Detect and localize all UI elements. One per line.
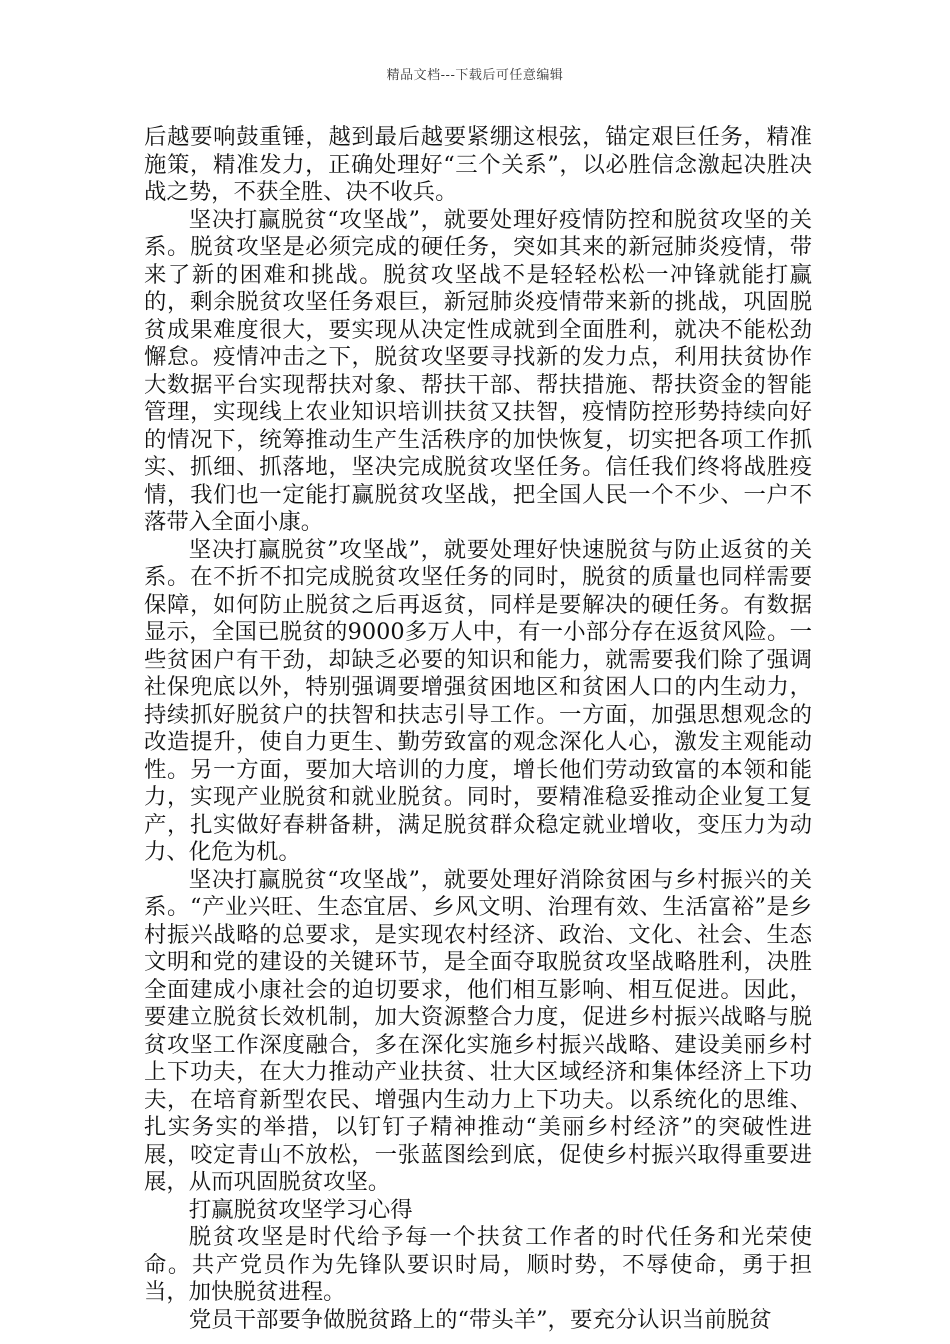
paragraph-epidemic-relation: 坚决打赢脱贫“攻坚战”，就要处理好疫情防控和脱贫攻坚的关系。脱贫攻坚是必须完成的硬任务，突如其来的新冠肺炎疫情，带来了新的困难和挑战。脱贫攻坚战不是轻轻松松一冲锋就能打赢的，剩余脱贫攻坚任务艰巨，新冠肺炎疫情带来新的挑战，巩固脱贫成果难度很大，要实现从决定性成就到全面胜利，就决不能松劲懈怠。疫情冲击之下，脱贫攻坚要寻找新的发力点，利用扶贫协作大数据平台实现帮扶对象、帮扶干部、帮扶措施、帮扶资金的智能管理，实现线上农业知识培训扶贫又扶智，疫情防控形势持续向好的情况下，统筹推动生产生活秩序的加快恢复，切实把各项工作抓实、抓细、抓落地，坚决完成脱贫攻坚任务。信任我们终将战胜疫情，我们也一定能打赢脱贫攻坚战，把全国人民一个不少、一户不落带入全面小康。 — [144, 206, 812, 535]
paragraph-return-poverty-relation: 坚决打赢脱贫”攻坚战”，就要处理好快速脱贫与防止返贫的关系。在不折不扣完成脱贫攻坚任务的同时，脱贫的质量也同样需要保障，如何防止脱贫之后再返贫，同样是要解决的硬任务。有数据显示，全国已脱贫的9000多万人中，有一小部分存在返贫风险。一些贫困户有干劲，却缺乏必要的知识和能力，就需要我们除了强调社保兜底以外，特别强调要增强贫困地区和贫困人口的内生动力，持续抓好脱贫户的扶智和扶志引导工作。一方面，加强思想观念的改造提升，使自力更生、勤劳致富的观念深化人心，激发主观能动性。另一方面，要加大培训的力度，增长他们劳动致富的本领和能力，实现产业脱贫和就业脱贫。同时，要精准稳妥推动企业复工复产，扎实做好春耕备耕，满足脱贫群众稳定就业增收，变压力为动力、化危为机。 — [144, 536, 812, 865]
page-header-note: 精品文档---下载后可任意编辑 — [386, 68, 564, 83]
paragraph-mission: 脱贫攻坚是时代给予每一个扶贫工作者的时代任务和光荣使命。共产党员作为先锋队要识时局，顺时势，不辱使命，勇于担当，加快脱贫进程。 — [144, 1224, 812, 1305]
paragraph-lead-sheep: 党员干部要争做脱贫路上的“带头羊”，要充分认识当前脱贫 — [188, 1306, 772, 1333]
paragraph-rural-revitalization-relation: 坚决打赢脱贫“攻坚战”，就要处理好消除贫困与乡村振兴的关系。“产业兴旺、生态宜居、乡风文明、治理有效、生活富裕”是乡村振兴战略的总要求，是实现农村经济、政治、文化、社会、生态文明和党的建设的关键环节，是全面夺取脱贫攻坚战略胜利，决胜全面建成小康社会的迫切要求，他们相互影响、相互促进。因此，要建立脱贫长效机制，加大资源整合力度，促进乡村振兴战略与脱贫攻坚工作深度融合，多在深化实施乡村振兴战略、建设美丽乡村上下功夫，在大力推动产业扶贫、壮大区域经济和集体经济上下功夫，在培育新型农民、增强内生动力上下功夫。以系统化的思维、扎实务实的举措，以钉钉子精神推动“美丽乡村经济”的突破性进展，咬定青山不放松，一张蓝图绘到底，促使乡村振兴取得重要进展，从而巩固脱贫攻坚。 — [144, 866, 812, 1195]
paragraph-continuation: 后越要响鼓重锤，越到最后越要紧绷这根弦，锚定艰巨任务，精准施策，精准发力，正确处理好“三个关系”，以必胜信念激起决胜决战之势，不获全胜、决不收兵。 — [144, 124, 812, 205]
document-body — [144, 124, 812, 1334]
section-subheading: 打赢脱贫攻坚学习心得 — [188, 1196, 413, 1223]
